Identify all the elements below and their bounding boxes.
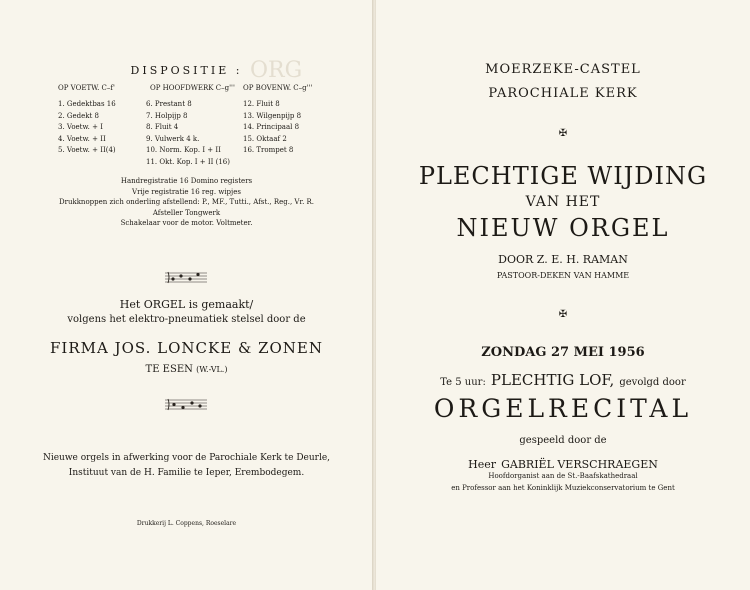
col3-list [243,99,301,157]
left-page [0,0,374,590]
builder-place-te: TE ESEN [145,364,193,375]
event-date: ZONDAG 27 MEI 1956 [481,345,645,360]
note-line: Vrije registratie 16 reg. wipjes [132,187,241,196]
organist-role1: Hoofdorganist aan de St.-Baafskathedraal [488,472,638,480]
register-item: 2. Gedekt 8 [58,111,99,120]
note-line: Schakelaar voor de motor. Voltmeter. [120,219,253,228]
register-item: 12. Fluit 8 [243,100,280,108]
cross-icon: ✠ [558,128,568,139]
printer-credit: Drukkerij L. Coppens, Roeselare [136,520,237,527]
register-item: 15. Oktaaf 2 [243,134,287,143]
builder-place-region: (W.-VL.) [196,365,228,374]
recital-title: ORGELRECITAL [433,394,693,423]
place-line1: MOERZEKE-CASTEL [485,62,641,77]
registration-notes [0,176,373,229]
music-ornament-icon [163,270,209,284]
time-prefix: Te 5 uur: [440,377,486,388]
organist-name: GABRIËL VERSCHRAEGEN [501,458,658,471]
title-line2: VAN HET [525,194,601,210]
col2-list [146,99,230,168]
organist-line [376,453,750,472]
music-ornament-icon [163,397,209,411]
builder-line1: Het ORGEL is gemaakt/ [119,298,254,311]
by-line: DOOR Z. E. H. RAMAN [498,253,628,266]
new-organs-line1: Nieuwe orgels in afwerking voor de Parochiale Kerk te Deurle, [42,453,331,463]
col1-list [58,99,116,157]
col1-header: OP VOETW. C–f' [58,84,115,92]
register-item: 6. Prestant 8 [146,100,192,108]
played-by: gespeeld door de [519,435,607,446]
place-line2: PAROCHIALE KERK [488,86,638,101]
register-item: 10. Norm. Kop. I + II [146,146,221,154]
dispositie-title: DISPOSITIE : [130,64,243,77]
builder-line2: volgens het elektro-pneumatiek stelsel door de [67,314,306,325]
builder-name: FIRMA JOS. LONCKE & ZONEN [50,339,323,357]
note-line: Handregistratie 16 Domino registers [120,177,253,185]
register-item: 3. Voetw. + I [58,123,103,131]
note-line: Afsteller Tongwerk [152,208,221,217]
organist-prefix: Heer [468,458,496,471]
col3-header: OP BOVENW. C–g''' [243,84,313,92]
register-item: 11. Okt. Kop. I + II (16) [146,157,230,166]
lof-label: PLECHTIG LOF, [490,371,615,389]
title-line1: PLECHTIGE WIJDING [418,162,708,190]
register-item: 13. Wilgenpijp 8 [243,111,302,120]
followed-label: gevolgd door [619,377,686,388]
new-organs-line2: Instituut van de H. Familie te Ieper, Erembodegem. [68,468,305,478]
col2-header: OP HOOFDWERK C–g''' [150,84,235,92]
register-item: 5. Voetw. + II(4) [58,146,116,154]
cross-icon: ✠ [558,309,568,320]
register-item: 1. Gedektbas 16 [58,100,116,108]
register-item: 14. Principaal 8 [243,123,300,131]
show-through: ORG [250,58,303,83]
time-line [376,370,750,389]
organist-role2: en Professor aan het Koninklijk Muziekconservatorium te Gent [451,484,675,492]
note-line: Drukknoppen zich onderling afstellend: P., MF., Tutti., Afst., Reg., Vr. R. [58,198,315,207]
register-item: 4. Voetw. + II [58,134,106,143]
register-item: 16. Trompet 8 [243,146,294,154]
register-item: 8. Fluit 4 [146,123,179,131]
register-item: 9. Vulwerk 4 k. [146,134,200,143]
register-item: 7. Holpijp 8 [146,111,188,120]
by-title: PASTOOR-DEKEN VAN HAMME [496,271,630,280]
builder-place [0,364,373,375]
right-page [376,0,750,590]
title-line3: NIEUW ORGEL [456,214,670,242]
